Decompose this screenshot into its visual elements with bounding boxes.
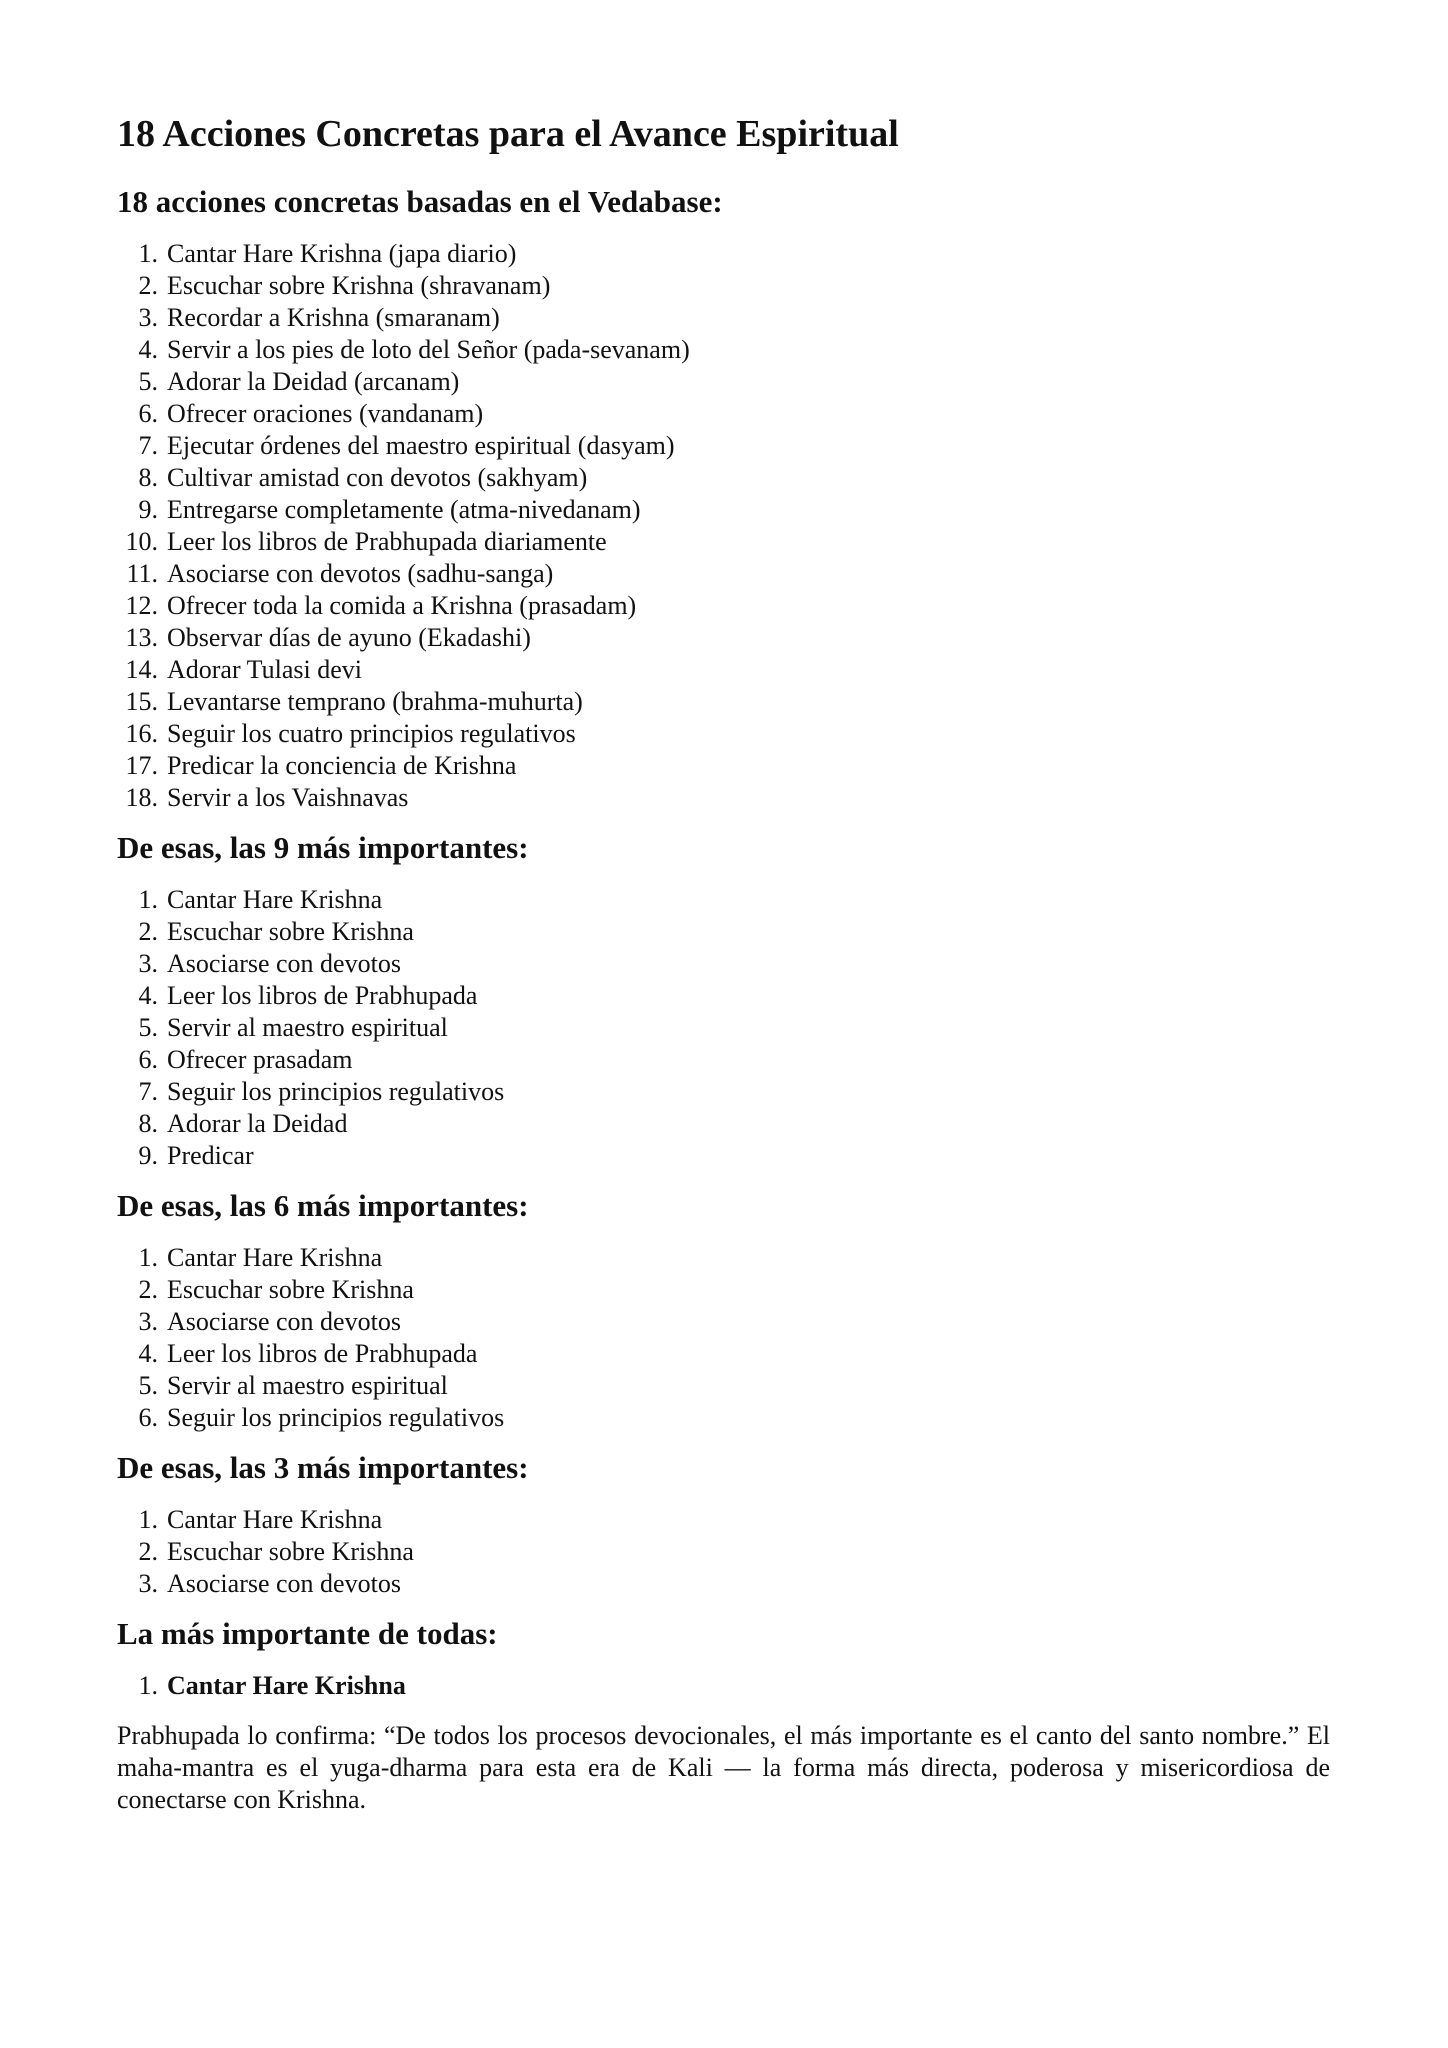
list-item bbox=[117, 366, 1330, 398]
item-number: 8. bbox=[138, 463, 158, 492]
item-text: Recordar a Krishna (smaranam) bbox=[167, 303, 500, 332]
item-text: Leer los libros de Prabhupada bbox=[167, 981, 478, 1010]
item-text: Asociarse con devotos bbox=[167, 1307, 401, 1336]
item-number: 1. bbox=[138, 885, 158, 914]
item-text: Adorar la Deidad bbox=[167, 1109, 348, 1138]
item-text: Seguir los cuatro principios regulativos bbox=[167, 719, 576, 748]
list-item bbox=[117, 494, 1330, 526]
document-section bbox=[117, 186, 1330, 814]
list-item bbox=[117, 1402, 1330, 1434]
item-number: 12. bbox=[125, 591, 158, 620]
item-text: Escuchar sobre Krishna bbox=[167, 917, 414, 946]
list-item bbox=[117, 1568, 1330, 1600]
list-item bbox=[117, 462, 1330, 494]
item-number: 4. bbox=[138, 1339, 158, 1368]
item-text: Entregarse completamente (atma-nivedanam) bbox=[167, 495, 641, 524]
list-item bbox=[117, 622, 1330, 654]
item-number: 6. bbox=[138, 399, 158, 428]
item-number: 10. bbox=[125, 527, 158, 556]
item-number: 1. bbox=[138, 1505, 158, 1534]
list-item bbox=[117, 980, 1330, 1012]
item-text: Predicar la conciencia de Krishna bbox=[167, 751, 517, 780]
item-number: 9. bbox=[138, 1141, 158, 1170]
list-item bbox=[117, 558, 1330, 590]
document-section bbox=[117, 1618, 1330, 1702]
section-heading: La más importante de todas: bbox=[117, 1616, 498, 1651]
item-number: 5. bbox=[138, 1013, 158, 1042]
numbered-list bbox=[117, 1670, 1330, 1702]
list-item bbox=[117, 398, 1330, 430]
item-text: Asociarse con devotos (sadhu-sanga) bbox=[167, 559, 554, 588]
item-text: Asociarse con devotos bbox=[167, 949, 401, 978]
section-heading: De esas, las 6 más importantes: bbox=[117, 1188, 529, 1223]
list-item bbox=[117, 750, 1330, 782]
list-item bbox=[117, 1306, 1330, 1338]
list-item bbox=[117, 1044, 1330, 1076]
item-text: Ofrecer toda la comida a Krishna (prasadam) bbox=[167, 591, 637, 620]
list-item bbox=[117, 334, 1330, 366]
item-number: 15. bbox=[125, 687, 158, 716]
item-text: Seguir los principios regulativos bbox=[167, 1403, 505, 1432]
list-item bbox=[117, 884, 1330, 916]
list-item bbox=[117, 1338, 1330, 1370]
item-text: Adorar Tulasi devi bbox=[167, 655, 362, 684]
numbered-list bbox=[117, 238, 1330, 814]
item-number: 9. bbox=[138, 495, 158, 524]
item-number: 1. bbox=[138, 1671, 158, 1700]
item-number: 5. bbox=[138, 1371, 158, 1400]
item-number: 3. bbox=[138, 1307, 158, 1336]
item-text: Escuchar sobre Krishna (shravanam) bbox=[167, 271, 551, 300]
item-number: 8. bbox=[138, 1109, 158, 1138]
list-item bbox=[117, 1536, 1330, 1568]
list-item bbox=[117, 916, 1330, 948]
item-number: 2. bbox=[138, 1275, 158, 1304]
item-number: 3. bbox=[138, 1569, 158, 1598]
item-text: Cantar Hare Krishna (japa diario) bbox=[167, 239, 517, 268]
item-text: Cantar Hare Krishna bbox=[167, 1671, 406, 1700]
item-number: 14. bbox=[125, 655, 158, 684]
item-number: 5. bbox=[138, 367, 158, 396]
list-item bbox=[117, 526, 1330, 558]
section-heading: De esas, las 3 más importantes: bbox=[117, 1450, 529, 1485]
item-number: 17. bbox=[125, 751, 158, 780]
numbered-list bbox=[117, 884, 1330, 1172]
list-item bbox=[117, 270, 1330, 302]
document-section bbox=[117, 1190, 1330, 1434]
item-text: Predicar bbox=[167, 1141, 254, 1170]
item-number: 18. bbox=[125, 783, 158, 812]
item-number: 6. bbox=[138, 1403, 158, 1432]
sections-container bbox=[117, 186, 1330, 1702]
item-text: Adorar la Deidad (arcanam) bbox=[167, 367, 460, 396]
item-number: 16. bbox=[125, 719, 158, 748]
item-text: Cultivar amistad con devotos (sakhyam) bbox=[167, 463, 588, 492]
item-number: 3. bbox=[138, 949, 158, 978]
document-section bbox=[117, 1452, 1330, 1600]
list-item bbox=[117, 718, 1330, 750]
item-text: Ofrecer prasadam bbox=[167, 1045, 353, 1074]
item-number: 4. bbox=[138, 335, 158, 364]
list-item bbox=[117, 1076, 1330, 1108]
item-text: Cantar Hare Krishna bbox=[167, 1505, 383, 1534]
item-text: Observar días de ayuno (Ekadashi) bbox=[167, 623, 531, 652]
list-item bbox=[117, 1670, 1330, 1702]
item-number: 2. bbox=[138, 917, 158, 946]
section-heading: 18 acciones concretas basadas en el Vedabase: bbox=[117, 184, 723, 219]
item-text: Cantar Hare Krishna bbox=[167, 885, 383, 914]
list-item bbox=[117, 1108, 1330, 1140]
closing-paragraph: Prabhupada lo confirma: “De todos los procesos devocionales, el más importante es el canto del santo nombre.” El maha-mantra es el yuga-dharma para esta era de Kali — la forma más directa, poderosa y misericordiosa de conectarse con Krishna. bbox=[117, 1721, 1330, 1814]
item-text: Servir a los Vaishnavas bbox=[167, 783, 409, 812]
list-item bbox=[117, 238, 1330, 270]
document-title: 18 Acciones Concretas para el Avance Espiritual bbox=[117, 113, 899, 155]
item-text: Servir al maestro espiritual bbox=[167, 1371, 448, 1400]
item-number: 2. bbox=[138, 271, 158, 300]
item-number: 7. bbox=[138, 1077, 158, 1106]
document-section bbox=[117, 832, 1330, 1172]
list-item bbox=[117, 1242, 1330, 1274]
list-item bbox=[117, 302, 1330, 334]
list-item bbox=[117, 1140, 1330, 1172]
item-number: 1. bbox=[138, 1243, 158, 1272]
numbered-list bbox=[117, 1504, 1330, 1600]
list-item bbox=[117, 1274, 1330, 1306]
item-text: Cantar Hare Krishna bbox=[167, 1243, 383, 1272]
item-number: 11. bbox=[126, 559, 158, 588]
list-item bbox=[117, 590, 1330, 622]
item-text: Leer los libros de Prabhupada diariamente bbox=[167, 527, 607, 556]
item-number: 13. bbox=[125, 623, 158, 652]
numbered-list bbox=[117, 1242, 1330, 1434]
item-text: Ofrecer oraciones (vandanam) bbox=[167, 399, 484, 428]
list-item bbox=[117, 948, 1330, 980]
item-number: 2. bbox=[138, 1537, 158, 1566]
item-text: Servir al maestro espiritual bbox=[167, 1013, 448, 1042]
item-text: Leer los libros de Prabhupada bbox=[167, 1339, 478, 1368]
item-text: Servir a los pies de loto del Señor (pada-sevanam) bbox=[167, 335, 690, 364]
item-text: Seguir los principios regulativos bbox=[167, 1077, 505, 1106]
list-item bbox=[117, 654, 1330, 686]
list-item bbox=[117, 430, 1330, 462]
section-heading: De esas, las 9 más importantes: bbox=[117, 830, 529, 865]
item-number: 6. bbox=[138, 1045, 158, 1074]
list-item bbox=[117, 1012, 1330, 1044]
list-item bbox=[117, 1504, 1330, 1536]
item-text: Asociarse con devotos bbox=[167, 1569, 401, 1598]
item-number: 1. bbox=[138, 239, 158, 268]
item-text: Levantarse temprano (brahma-muhurta) bbox=[167, 687, 583, 716]
list-item bbox=[117, 1370, 1330, 1402]
list-item bbox=[117, 686, 1330, 718]
list-item bbox=[117, 782, 1330, 814]
item-text: Escuchar sobre Krishna bbox=[167, 1275, 414, 1304]
item-number: 7. bbox=[138, 431, 158, 460]
item-number: 3. bbox=[138, 303, 158, 332]
item-text: Escuchar sobre Krishna bbox=[167, 1537, 414, 1566]
item-text: Ejecutar órdenes del maestro espiritual (dasyam) bbox=[167, 431, 675, 460]
item-number: 4. bbox=[138, 981, 158, 1010]
